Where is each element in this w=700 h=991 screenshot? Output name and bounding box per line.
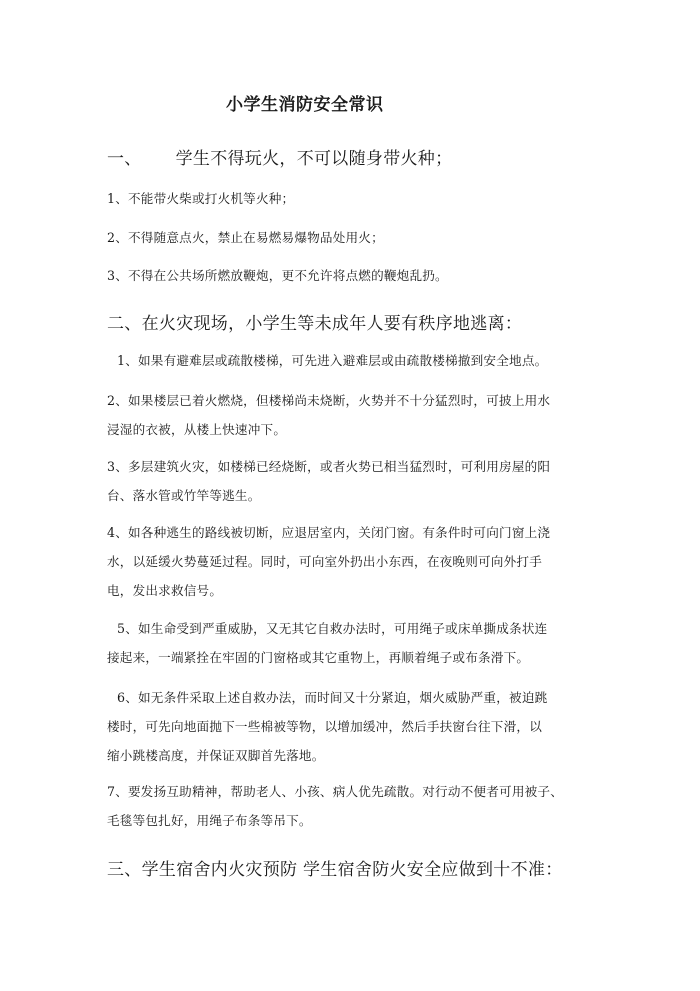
section2-item-3-line-1: 3、多层建筑火灾，如楼梯已经烧断，或者火势已相当猛烈时，可利用房屋的阳 bbox=[107, 459, 551, 474]
section2-item-5 bbox=[107, 614, 607, 672]
section1-number: 一、 bbox=[107, 149, 142, 169]
section2-item-2 bbox=[107, 386, 607, 444]
section3-heading: 三、学生宿舍内火灾预防 学生宿舍防火安全应做到十不准： bbox=[107, 860, 563, 880]
section1-item-1: 1、不能带火柴或打火机等火种； bbox=[107, 191, 295, 206]
section2-item-5-line-2: 接起来，一端紧拴在牢固的门窗格或其它重物上，再顺着绳子或布条滑下。 bbox=[107, 650, 530, 665]
section2-heading: 二、在火灾现场，小学生等未成年人要有秩序地逃离： bbox=[107, 314, 523, 334]
section2-item-7 bbox=[107, 777, 607, 835]
section2-item-4-line-3: 电，发出求救信号。 bbox=[107, 583, 223, 598]
section2-item-4 bbox=[107, 518, 607, 605]
section1-item-2: 2、不得随意点火，禁止在易燃易爆物品处用火； bbox=[107, 230, 384, 245]
section2-item-6-line-2: 楼时，可先向地面抛下一些棉被等物，以增加缓冲，然后手扶窗台往下滑，以 bbox=[107, 719, 542, 734]
section1-heading bbox=[107, 144, 452, 169]
section2-item-7-line-1: 7、要发扬互助精神，帮助老人、小孩、病人优先疏散。对行动不便者可用被子、 bbox=[107, 784, 563, 799]
section2-item-2-line-2: 浸湿的衣被，从楼上快速冲下。 bbox=[107, 422, 287, 437]
document-title: 小学生消防安全常识 bbox=[226, 95, 384, 115]
section2-item-3 bbox=[107, 452, 607, 510]
section2-item-3-line-2: 台、落水管或竹竿等逃生。 bbox=[107, 488, 261, 503]
section2-item-1-line-1: 1、如果有避难层或疏散楼梯，可先进入避难层或由疏散楼梯撤到安全地点。 bbox=[117, 353, 548, 368]
section2-item-4-line-2: 水，以延缓火势蔓延过程。同时，可向室外扔出小东西，在夜晚则可向外打手 bbox=[107, 554, 542, 569]
section1-heading-text: 学生不得玩火，不可以随身带火种； bbox=[175, 149, 453, 169]
section2-item-7-line-2: 毛毯等包扎好，用绳子布条等吊下。 bbox=[107, 813, 312, 828]
section2-item-1 bbox=[107, 346, 607, 375]
section2-item-6 bbox=[107, 683, 607, 770]
section2-item-5-line-1: 5、如生命受到严重威胁，又无其它自救办法时，可用绳子或床单撕成条状连 bbox=[117, 621, 548, 636]
section2-item-6-line-3: 缩小跳楼高度，并保证双脚首先落地。 bbox=[107, 748, 325, 763]
section2-item-4-line-1: 4、如各种逃生的路线被切断，应退居室内，关闭门窗。有条件时可向门窗上浇 bbox=[107, 525, 551, 540]
section1-item-3: 3、不得在公共场所燃放鞭炮，更不允许将点燃的鞭炮乱扔。 bbox=[107, 268, 448, 283]
section2-item-6-line-1: 6、如无条件采取上述自救办法，而时间又十分紧迫，烟火威胁严重，被迫跳 bbox=[117, 690, 548, 705]
section2-item-2-line-1: 2、如果楼层已着火燃烧，但楼梯尚未烧断，火势并不十分猛烈时，可披上用水 bbox=[107, 393, 551, 408]
